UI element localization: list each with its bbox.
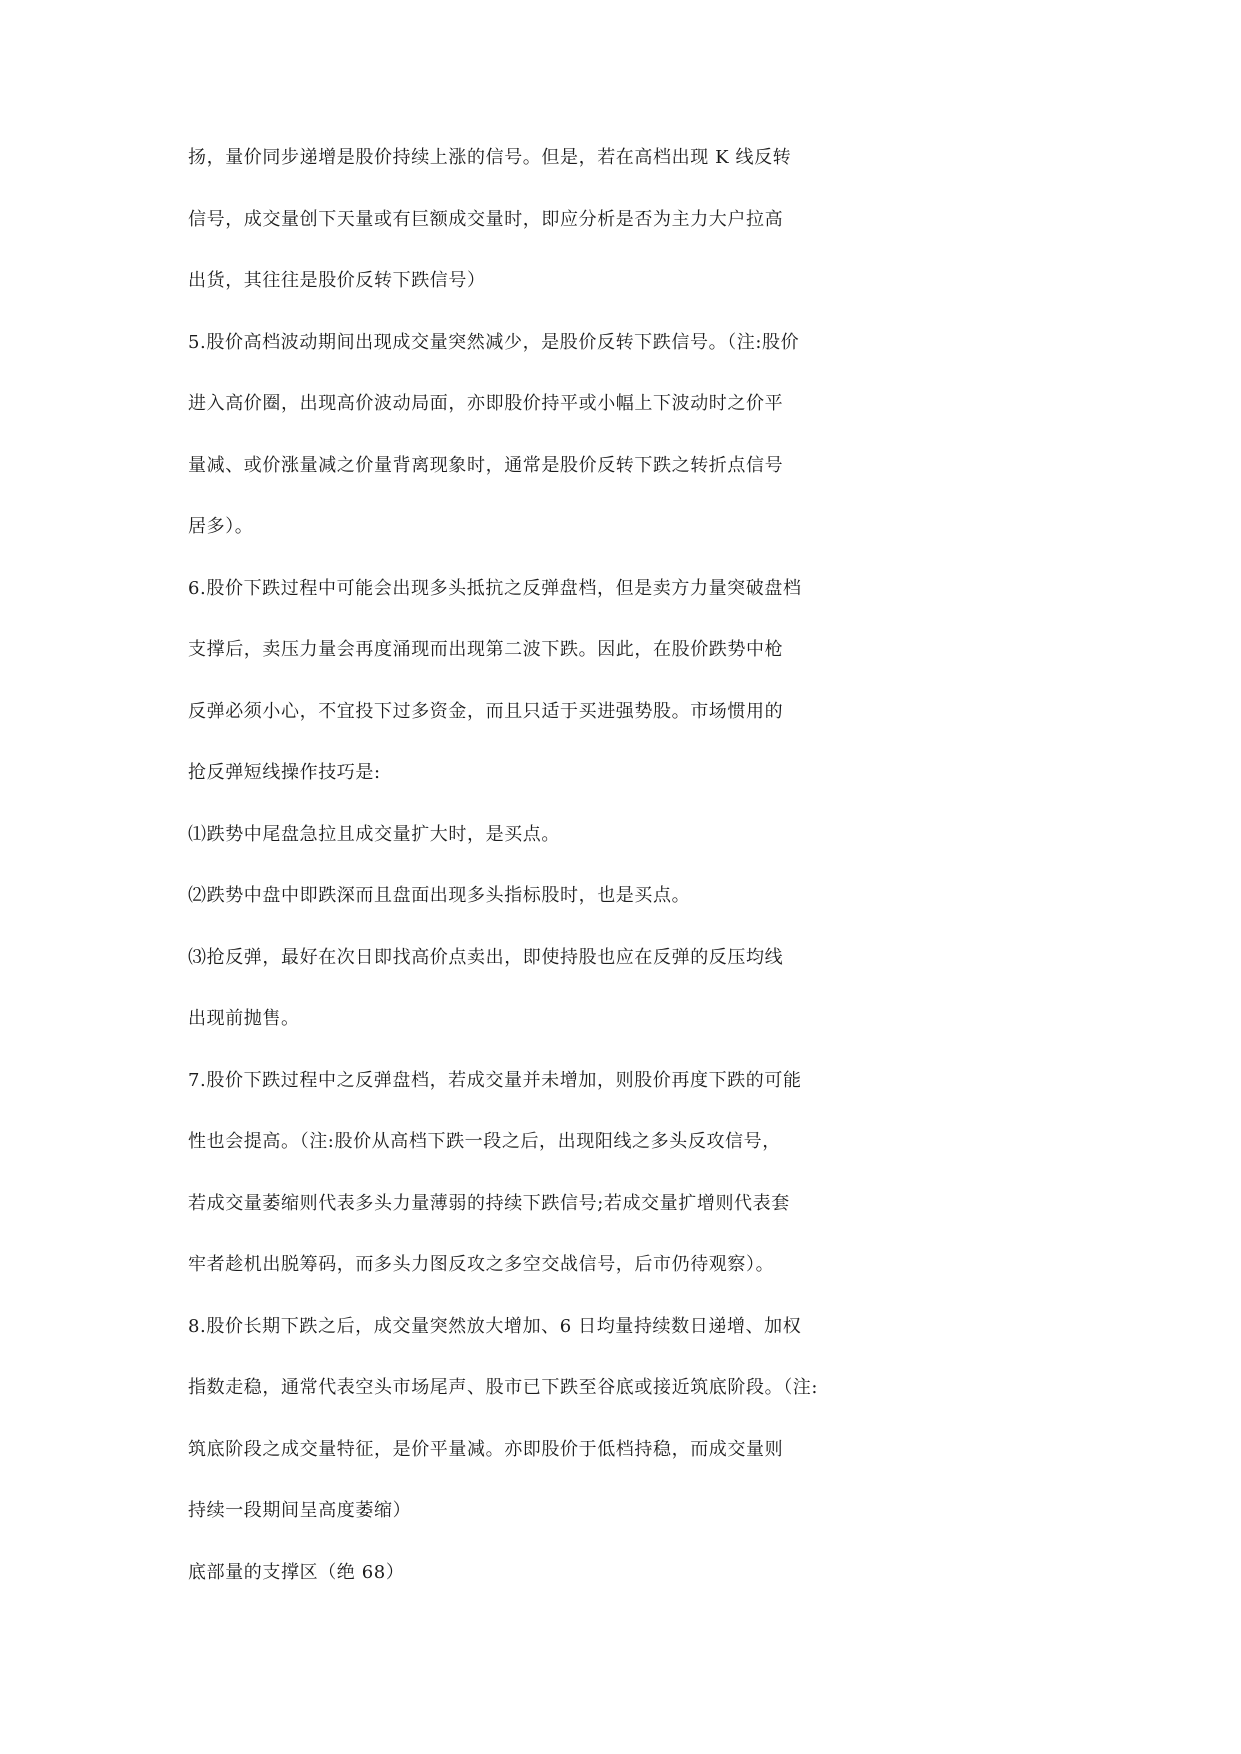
text-line: 8.股价长期下跌之后，成交量突然放大增加、6 日均量持续数日递增、加权 xyxy=(188,1315,802,1337)
text-line: 出现前抛售。 xyxy=(188,1008,300,1029)
text-line: 牢者趁机出脱筹码，而多头力图反攻之多空交战信号，后市仍待观察）。 xyxy=(188,1254,775,1275)
text-line: ⑴跌势中尾盘急拉且成交量扩大时，是买点。 xyxy=(188,823,560,845)
text-line: 反弹必须小心，不宜投下过多资金，而且只适于买进强势股。市场惯用的 xyxy=(188,700,784,722)
text-line: 5.股价高档波动期间出现成交量突然减少，是股价反转下跌信号。（注:股价 xyxy=(188,331,800,353)
text-line: 性也会提高。（注:股价从高档下跌一段之后，出现阳线之多头反攻信号， xyxy=(188,1131,781,1152)
text-line: 扬，量价同步递增是股价持续上涨的信号。但是，若在高档出现 K 线反转 xyxy=(188,147,792,168)
text-line: 量减、或价涨量减之价量背离现象时，通常是股价反转下跌之转折点信号 xyxy=(188,454,784,476)
text-line: 7.股价下跌过程中之反弹盘档，若成交量并未增加，则股价再度下跌的可能 xyxy=(188,1069,802,1091)
text-line: ⑶抢反弹，最好在次日即找高价点卖出，即使持股也应在反弹的反压均线 xyxy=(188,946,784,968)
text-line: 筑底阶段之成交量特征，是价平量减。亦即股价于低档持稳，而成交量则 xyxy=(188,1438,784,1460)
text-line: 信号，成交量创下天量或有巨额成交量时，即应分析是否为主力大户拉高 xyxy=(188,208,784,230)
text-line: 持续一段期间呈高度萎缩） xyxy=(188,1500,412,1521)
text-line: ⑵跌势中盘中即跌深而且盘面出现多头指标股时，也是买点。 xyxy=(188,885,691,906)
text-line: 若成交量萎缩则代表多头力量薄弱的持续下跌信号;若成交量扩增则代表套 xyxy=(188,1192,790,1214)
text-line: 抢反弹短线操作技巧是: xyxy=(188,762,381,783)
text-line: 底部量的支撑区（绝 68） xyxy=(188,1561,405,1583)
body-text xyxy=(188,146,1048,1622)
text-line: 出货，其往往是股价反转下跌信号） xyxy=(188,270,486,291)
text-line: 居多）。 xyxy=(188,516,254,537)
text-line: 6.股价下跌过程中可能会出现多头抵抗之反弹盘档，但是卖方力量突破盘档 xyxy=(188,577,802,599)
text-line: 指数走稳，通常代表空头市场尾声、股市已下跌至谷底或接近筑底阶段。（注: xyxy=(188,1377,819,1398)
text-line: 支撑后，卖压力量会再度涌现而出现第二波下跌。因此，在股价跌势中枪 xyxy=(188,639,784,660)
text-line: 进入高价圈，出现高价波动局面，亦即股价持平或小幅上下波动时之价平 xyxy=(188,393,784,414)
